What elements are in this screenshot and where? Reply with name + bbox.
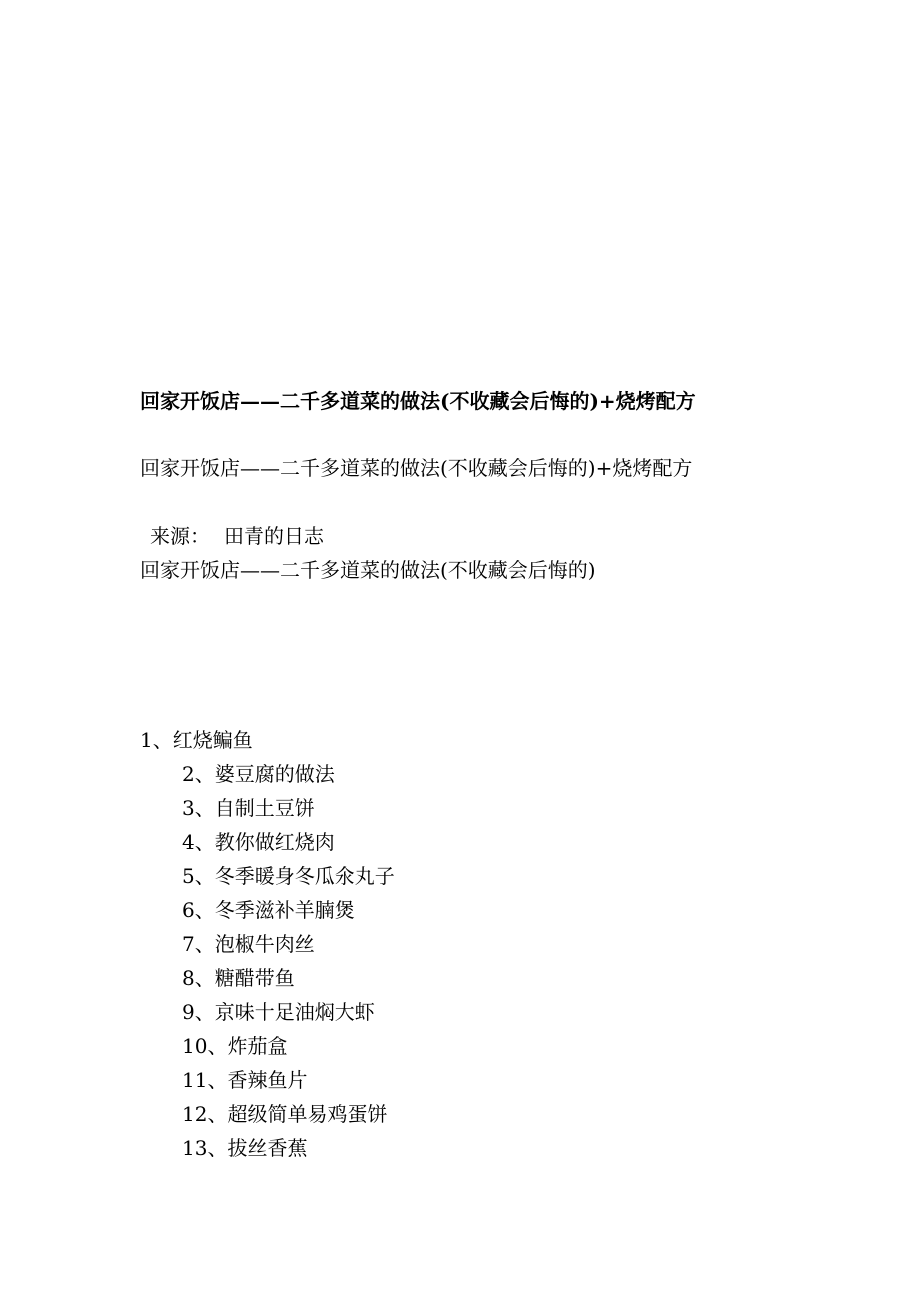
recipe-item: 10、炸茄盒 [182,1034,288,1058]
recipe-item: 8、糖醋带鱼 [182,966,295,990]
recipe-item: 4、教你做红烧肉 [182,830,335,854]
recipe-item: 1、红烧鳊鱼 [140,728,253,752]
recipe-item: 11、香辣鱼片 [182,1068,308,1092]
recipe-item: 12、超级简单易鸡蛋饼 [182,1102,388,1126]
source-title: 回家开饭店——二千多道菜的做法(不收藏会后悔的) [140,558,596,582]
recipe-item: 2、婆豆腐的做法 [182,762,335,786]
recipe-item: 6、冬季滋补羊腩煲 [182,898,355,922]
document-subtitle: 回家开饭店——二千多道菜的做法(不收藏会后悔的)+烧烤配方 [140,456,693,480]
recipe-item: 9、京味十足油焖大虾 [182,1000,375,1024]
recipe-item: 13、拔丝香蕉 [182,1136,308,1160]
source-label: 来源： [150,524,210,548]
recipe-item: 7、泡椒牛肉丝 [182,932,315,956]
recipe-item: 5、冬季暖身冬瓜氽丸子 [182,864,395,888]
document-heading: 回家开饭店——二千多道菜的做法(不收藏会后悔的)+烧烤配方 [140,389,696,413]
recipe-item: 3、自制土豆饼 [182,796,315,820]
source-line [150,523,324,549]
recipe-list [0,727,395,1169]
source-value: 田青的日志 [224,524,324,548]
